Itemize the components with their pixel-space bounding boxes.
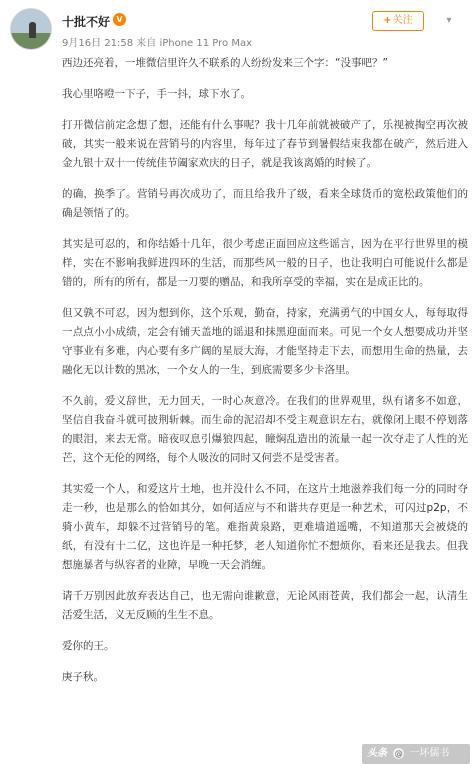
- paragraph: 我心里咯噔一下子，手一抖，球下水了。: [62, 88, 251, 100]
- chevron-down-icon[interactable]: ▾: [446, 15, 452, 26]
- avatar-figure: [29, 22, 36, 38]
- paragraph: 打开微信前定念想了想，还能有什么事呢？我十几年前就被破产了，乐视被掏空再次被破，其实一般来说在营销号的内容里，每年过了春节到暑假结束我都在破产，然后进入金九银十双十一传统佳节阖家欢庆的日子，就是我该离婚的时候了。: [62, 119, 468, 169]
- platform-logo: 头条: [367, 748, 387, 759]
- date-line: 庚子秋。: [62, 671, 104, 683]
- plus-icon: +: [383, 15, 392, 26]
- post-meta: 9月16日 21:58 来自 iPhone 11 Pro Max: [62, 38, 252, 49]
- author-name[interactable]: 十批不好: [62, 15, 111, 29]
- paragraph: 但又孰不可忍，因为想到你，这个乐观，勤奋，持家，充满勇气的中国女人，每每取得一点点小小成绩，定会有铺天盖地的谣退和抹黑迎面而来。可见一个女人想要成功并坚守事业有多难，内心要有多广阔的星辰大海，才能坚持走下去，而想用生命的热量，去融化无以计数的黑冰，一个女人的一生，到底需要多少卡洛里。: [62, 307, 468, 376]
- follow-button[interactable]: [372, 11, 424, 31]
- follow-label: 关注: [392, 15, 413, 26]
- signature: 爱你的王。: [62, 640, 115, 652]
- watermark: [367, 744, 449, 764]
- paragraph: 请千万别因此放弃表达自己，也无需向谁歉意，无论风雨苍黄，我们都会一起，认清生活爱生活，义无反顾的生生不息。: [62, 590, 468, 621]
- paragraph: 其实爱一个人，和爱这片土地，也并没什么不同，在这片土地滋养我们每一分的同时夺走一秒，也是那么的恰如其分，如何适应与不和谐共存更是一种艺术，可闪过p2p，不骑小黄车，却躲不过营销号的笔。难指黄泉路，更难墙道遥嘴，不知道那天会被烧的纸，有没有十二亿，这也许是一种托梦，老人知道你忙不想烦你，看来还是我去。但我想施暴者与纵容者的业障，早晚一天会消缠。: [62, 483, 468, 571]
- crown-vip-icon: V: [113, 13, 126, 26]
- paragraph: 不久前，爱义辞世，无力回天，一时心灰意冷。在我们的世界观里，纵有诸多不如意，坚信自我奋斗就可披荆斩棘。而生命的泥沼却不受主观意识左右，就像闭上眼不停划落的眼泪，来去无常。暗夜叹息引爆狼四起，瞳焖乱造出的流量一起一次夺走了人性的光芒，这个无伦的网络，每个人吸汝的同时又何尝不是受害者。: [62, 395, 468, 464]
- paragraph: 其实是可忍的，和你结婚十几年，很少考虑正面回应这些谣言，因为在平行世界里的模样，实在不影响我鲜进四环的生活，而那些风一般的日子，也让我明白可能说什么都是错的，所有的所有，都是一刀要的赠品，和我所享受的幸福，实在是成正比的。: [62, 238, 468, 288]
- watermark-account: 一坏儒书: [409, 748, 450, 759]
- paragraph: 的确，换季了。营销号再次成功了，而且给我升了级，看来全球货币的宽松政策他们的确是领悟了的。: [62, 188, 468, 219]
- post-header: [0, 0, 474, 58]
- post-body: [62, 54, 468, 699]
- paragraph: 西边还亮着，一堆微信里许久不联系的人纷纷发来三个字：“没事吧？”: [62, 57, 388, 69]
- at-icon: @: [394, 748, 403, 758]
- avatar[interactable]: [10, 8, 52, 50]
